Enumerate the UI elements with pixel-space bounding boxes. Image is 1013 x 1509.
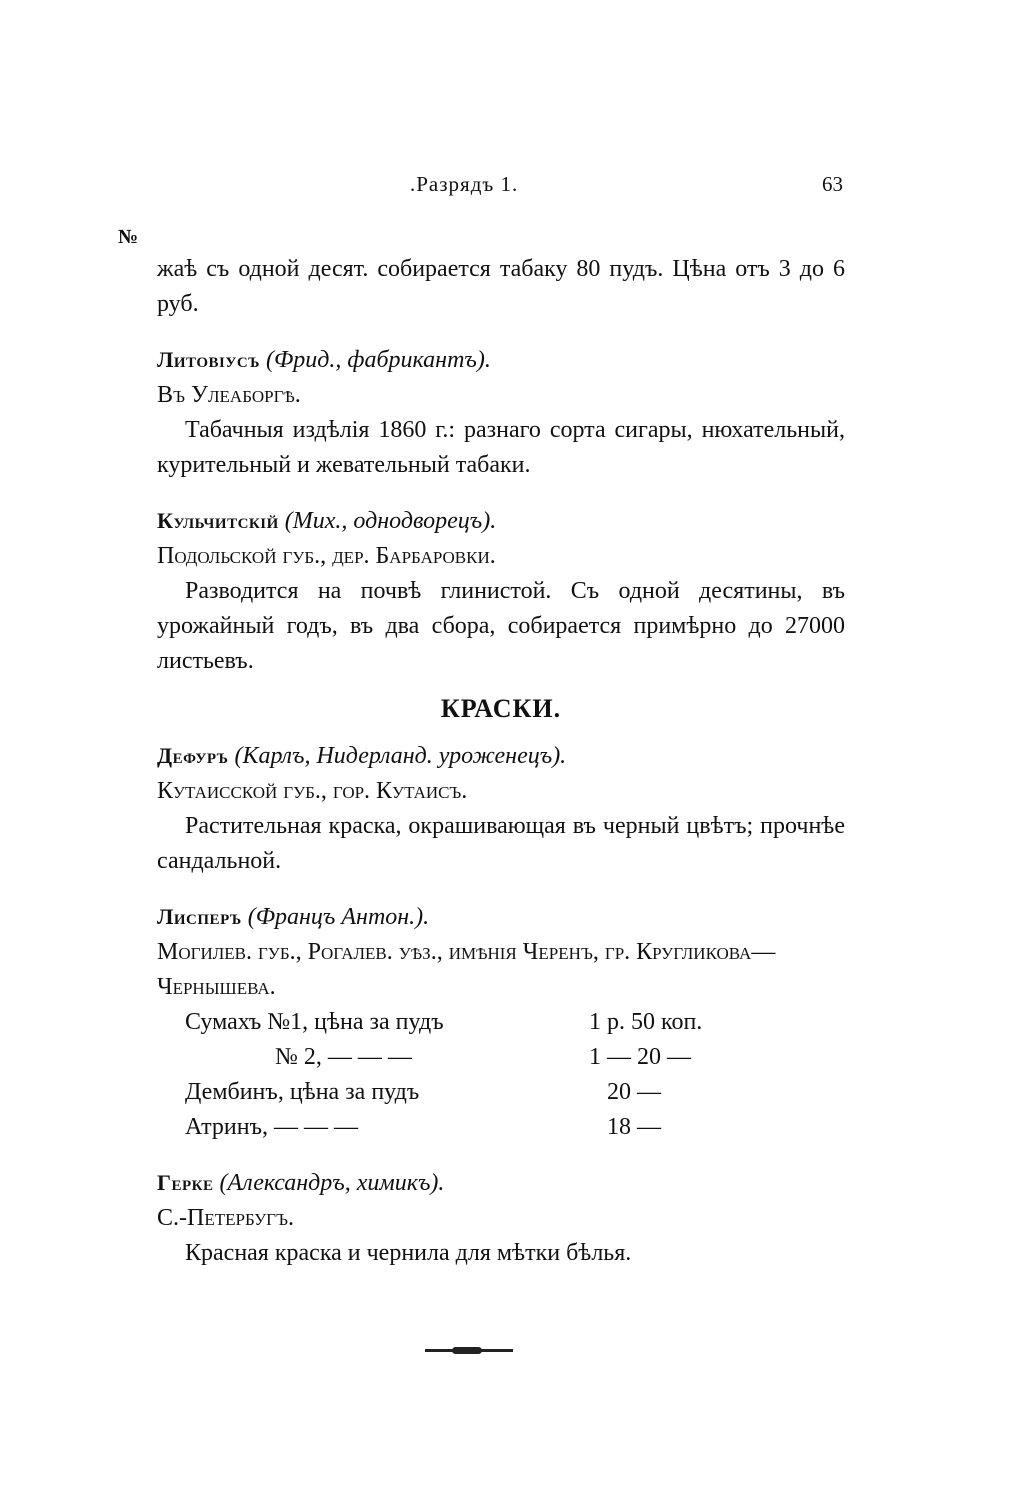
price-row <box>185 1005 753 1040</box>
entry-gerke <box>157 1165 845 1271</box>
entry-heading <box>157 738 845 774</box>
entry-kulchitsky <box>157 503 845 679</box>
margin-number-mark: № <box>118 226 139 248</box>
price-kop: р. 50 коп. <box>607 1009 703 1035</box>
price-row <box>185 1040 753 1075</box>
price-row <box>185 1110 753 1145</box>
entry-name: Герке <box>157 1170 214 1195</box>
entry-litovius <box>157 342 845 483</box>
price-row <box>185 1075 753 1110</box>
price-rub <box>571 1075 607 1110</box>
entry-location: Могилев. губ., Рогалев. уѣз., имѣнія Черенъ, гр. Кругликова—Чернышева. <box>157 939 776 1000</box>
entry-name: Дефуръ <box>157 743 229 768</box>
price-rub: 1 <box>589 1009 601 1035</box>
body-text <box>157 252 845 1271</box>
running-title: .Разрядъ 1. <box>410 172 519 196</box>
entry-description: Растительная краска, окрашивающая въ черный цвѣтъ; прочнѣе сандальной. <box>157 813 845 874</box>
entry-description: Табачныя издѣлія 1860 г.: разнаго сорта сигары, нюхательный, курительный и жевательный табаки. <box>157 417 845 478</box>
entry-location: Въ Улеаборгѣ. <box>157 382 301 408</box>
entry-location: Кутаисской губ., гор. Кутаисъ. <box>157 778 468 804</box>
price-label: № 2, — — — <box>275 1044 412 1070</box>
price-kop: 18 — <box>607 1114 661 1140</box>
entry-occupation: (Карлъ, Нидерланд. уроженецъ). <box>234 743 567 769</box>
price-table <box>185 1005 753 1145</box>
entry-heading <box>157 899 845 935</box>
price-label: Сумахъ №1, цѣна за пудъ <box>185 1009 444 1035</box>
entry-occupation: (Фрид., фабрикантъ). <box>266 347 491 373</box>
price-rub: 1 <box>589 1044 601 1070</box>
entry-description: Красная краска и чернила для мѣтки бѣлья. <box>185 1240 632 1266</box>
entry-occupation: (Францъ Антон.). <box>247 904 430 930</box>
entry-name: Кульчитскій <box>157 508 279 533</box>
entry-heading <box>157 342 845 378</box>
entry-description: Разводится на почвѣ глинистой. Съ одной десятины, въ урожайный годъ, въ два сбора, собирается примѣрно до 27000 листьевъ. <box>157 578 845 674</box>
page-number: 63 <box>822 172 843 196</box>
price-label: Атринъ, — — — <box>185 1114 359 1140</box>
entry-lisper <box>157 899 845 1145</box>
entry-location: Подольской губ., дер. Барбаровки. <box>157 543 496 569</box>
page-header <box>0 172 1013 202</box>
entry-occupation: (Мих., однодворецъ). <box>284 508 497 534</box>
price-kop: — 20 — <box>607 1044 691 1070</box>
end-rule-ornament <box>452 1347 482 1354</box>
price-rub <box>571 1110 607 1145</box>
continuation-paragraph: жаѣ съ одной десят. собирается табаку 80 пудъ. Цѣна отъ 3 до 6 руб. <box>157 256 845 317</box>
entry-defur <box>157 738 845 879</box>
entry-location: С.-Петербугъ. <box>157 1205 294 1231</box>
entry-heading <box>157 503 845 539</box>
entry-heading <box>157 1165 845 1201</box>
entry-occupation: (Александръ, химикъ). <box>219 1170 445 1196</box>
entry-name: Литовіусъ <box>157 347 260 372</box>
price-kop: 20 — <box>607 1079 661 1105</box>
price-label: Дембинъ, цѣна за пудъ <box>185 1079 420 1105</box>
entry-name: Лисперъ <box>157 904 242 929</box>
section-title: КРАСКИ. <box>440 694 562 723</box>
